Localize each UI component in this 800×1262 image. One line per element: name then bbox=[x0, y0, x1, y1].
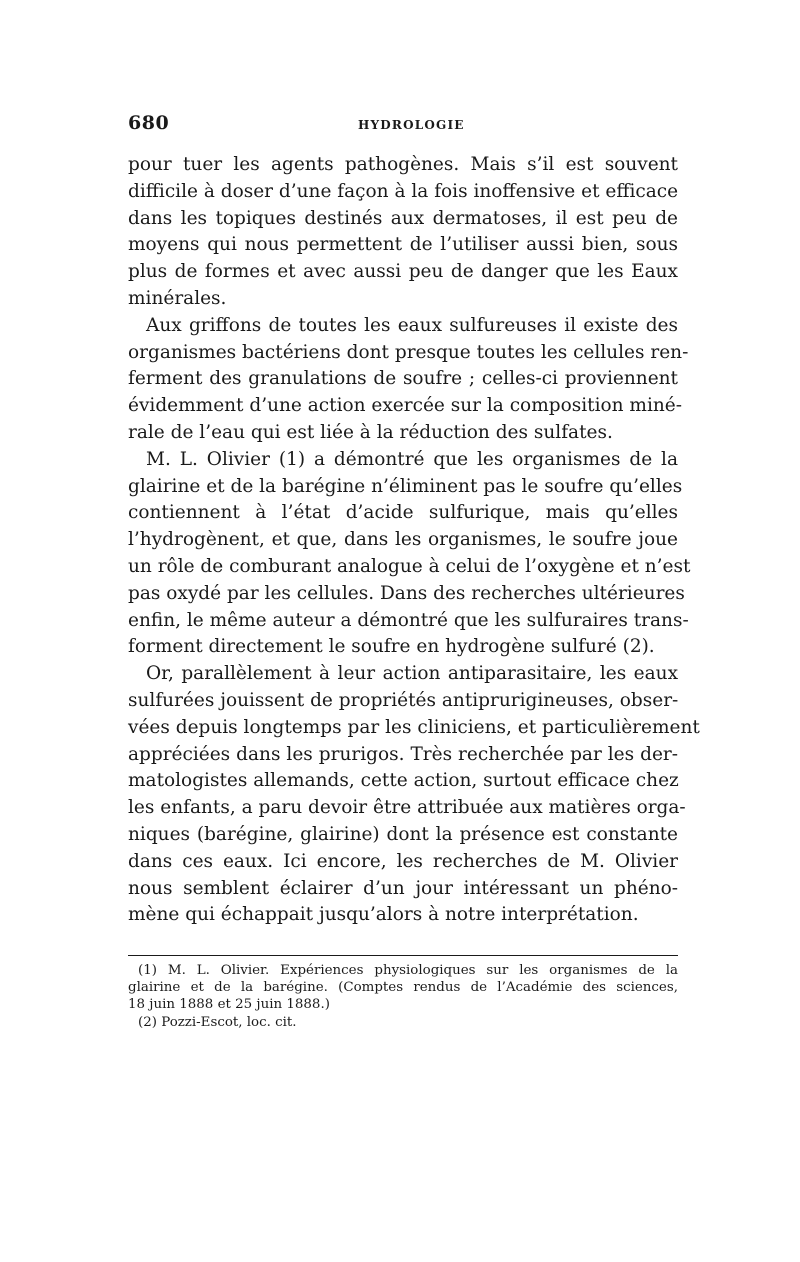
text-line: minérales. bbox=[128, 287, 227, 309]
text-line: plus de formes et avec aussi peu de danger que les Eaux bbox=[128, 261, 678, 283]
text-line: pas oxydé par les cellules. Dans des recherches ultérieures bbox=[128, 582, 685, 604]
text-line: sulfurées jouissent de propriétés antiprurigineuses, obser- bbox=[128, 689, 679, 711]
footnote-line: glairine et de la barégine. (Comptes rendus de l’Académie des sciences, bbox=[128, 980, 678, 996]
text-line: dans les topiques destinés aux dermatoses, il est peu de bbox=[128, 207, 678, 229]
text-line: les enfants, a paru devoir être attribuée aux matières orga- bbox=[128, 797, 686, 819]
text-line: rale de l’eau qui est liée à la réduction des sulfates. bbox=[128, 421, 613, 443]
text-line: glairine et de la barégine n’éliminent pas le soufre qu’elles bbox=[128, 475, 683, 497]
footnote-line: 18 juin 1888 et 25 juin 1888.) bbox=[128, 997, 330, 1013]
section-title: HYDROLOGIE bbox=[358, 118, 465, 132]
footnotes bbox=[128, 962, 678, 1031]
text-line: moyens qui nous permettent de l’utiliser aussi bien, sous bbox=[128, 234, 678, 256]
text-line: forment directement le soufre en hydrogène sulfuré (2). bbox=[128, 636, 655, 658]
text-line: M. L. Olivier (1) a démontré que les organismes de la bbox=[146, 448, 678, 470]
text-line: enfin, le même auteur a démontré que les sulfuraires trans- bbox=[128, 609, 689, 631]
text-line: un rôle de comburant analogue à celui de l’oxygène et n’est bbox=[128, 555, 691, 577]
text-line: contiennent à l’état d’acide sulfurique, mais qu’elles bbox=[128, 502, 678, 524]
footnote-line: (1) M. L. Olivier. Expériences physiologiques sur les organismes de la bbox=[138, 963, 678, 978]
text-line: matologistes allemands, cette action, surtout efficace chez bbox=[128, 770, 679, 792]
footnote-divider bbox=[128, 955, 678, 956]
text-line: nous semblent éclairer d’un jour intéressant un phéno- bbox=[128, 877, 678, 899]
text-line: difficile à doser d’une façon à la fois inoffensive et efficace bbox=[128, 180, 679, 202]
text-line: pour tuer les agents pathogènes. Mais s’il est souvent bbox=[128, 154, 678, 175]
text-line: l’hydrogènent, et que, dans les organismes, le soufre joue bbox=[128, 529, 678, 551]
text-line: vées depuis longtemps par les cliniciens, et particulièrement bbox=[128, 716, 700, 738]
text-line: ferment des granulations de soufre ; celles-ci proviennent bbox=[128, 368, 678, 390]
footnote-line: (2) Pozzi-Escot, loc. cit. bbox=[138, 1014, 297, 1030]
running-head bbox=[128, 112, 678, 142]
text-line: organismes bactériens dont presque toutes les cellules ren- bbox=[128, 341, 689, 363]
text-line: dans ces eaux. Ici encore, les recherches de M. Olivier bbox=[128, 850, 678, 872]
text-line: Aux griffons de toutes les eaux sulfureuses il existe des bbox=[146, 314, 678, 336]
text-line: Or, parallèlement à leur action antiparasitaire, les eaux bbox=[146, 663, 678, 685]
body-text bbox=[128, 152, 700, 929]
text-line: appréciées dans les prurigos. Très recherchée par les der- bbox=[128, 743, 678, 765]
text-line: mène qui échappait jusqu’alors à notre interprétation. bbox=[128, 904, 639, 926]
page-number: 680 bbox=[128, 112, 170, 134]
text-line: évidemment d’une action exercée sur la composition miné- bbox=[128, 395, 682, 417]
text-line: niques (barégine, glairine) dont la présence est constante bbox=[128, 823, 678, 845]
